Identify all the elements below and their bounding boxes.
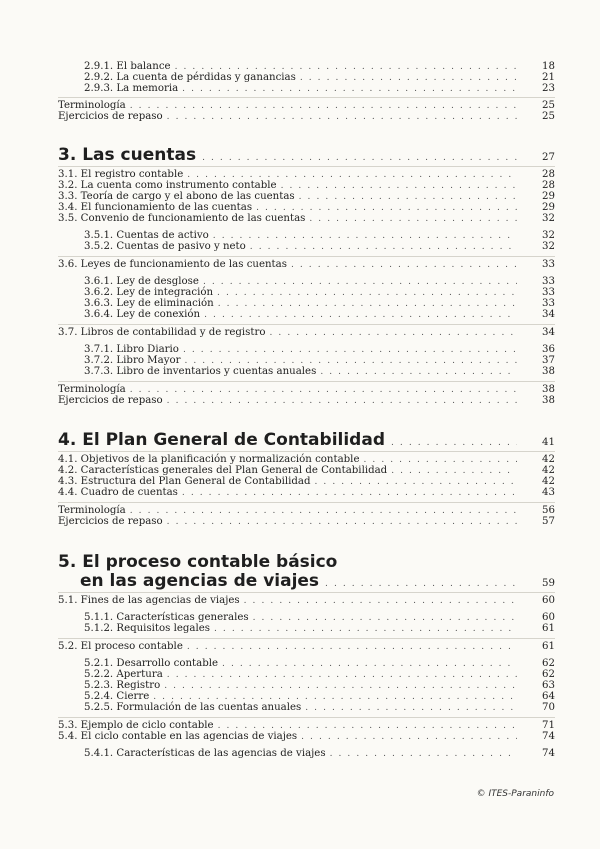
toc-entry-page: 64 — [542, 691, 555, 702]
toc-entry — [58, 516, 555, 528]
toc-entry — [84, 241, 555, 253]
toc-entry-label: 5.4. El ciclo contable en las agencias de viajes — [58, 731, 298, 742]
toc-entry-page: 32 — [542, 230, 555, 241]
toc-entry — [84, 748, 555, 760]
toc-entry-page: 36 — [542, 344, 555, 355]
toc-entry-page: 60 — [542, 612, 555, 623]
toc-entry-page: 33 — [542, 276, 555, 287]
toc-entry-page: 74 — [542, 731, 555, 742]
chapter-title: 5. El proceso contable básico — [58, 552, 338, 572]
toc-entry-label: 3.7.1. Libro Diario — [84, 344, 179, 355]
toc-entry-page: 18 — [542, 61, 555, 72]
toc-entry-page: 23 — [542, 83, 555, 94]
toc-entry-label: 3.4. El funcionamiento de las cuentas — [58, 202, 253, 213]
toc-entry-label: Ejercicios de repaso — [58, 111, 163, 122]
toc-entry-page: 33 — [542, 298, 555, 309]
toc-entry-label: 3.6. Leyes de funcionamiento de las cuentas — [58, 259, 287, 270]
toc-entry-page: 28 — [542, 180, 555, 191]
chapter-title-continued: en las agencias de viajes — [80, 571, 320, 591]
toc-entry-label: 5.2.1. Desarrollo contable — [84, 658, 219, 669]
toc-entry-label: 4.4. Cuadro de cuentas — [58, 487, 178, 498]
divider — [58, 324, 555, 325]
toc-entry — [84, 366, 555, 378]
toc-entry-label: 5.3. Ejemplo de ciclo contable — [58, 720, 214, 731]
toc-entry-label: 4.2. Características generales del Plan General de Contabilidad — [58, 465, 388, 476]
toc-entry-page: 34 — [542, 309, 555, 320]
toc-entry-page: 38 — [542, 366, 555, 377]
divider — [58, 97, 555, 98]
divider — [58, 592, 555, 593]
toc-entry — [84, 83, 555, 95]
toc-entry-label: 2.9.3. La memoria — [84, 83, 179, 94]
toc-entry-label: 2.9.1. El balance — [84, 61, 171, 72]
toc-entry-page: 61 — [542, 623, 555, 634]
divider — [58, 256, 555, 257]
toc-entry-label: 3.2. La cuenta como instrumento contable — [58, 180, 277, 191]
divider — [58, 638, 555, 639]
toc-entry-label: Ejercicios de repaso — [58, 395, 163, 406]
chapter-heading — [58, 145, 555, 168]
toc-entry-label: 2.9.2. La cuenta de pérdidas y ganancias — [84, 72, 296, 83]
toc-entry-label: Terminología — [58, 384, 126, 395]
toc-entry-page: 61 — [542, 641, 555, 652]
toc-entry-page: 28 — [542, 169, 555, 180]
toc-entry-label: 3.5. Convenio de funcionamiento de las cuentas — [58, 213, 306, 224]
divider — [58, 451, 555, 452]
toc-entry-label: 3.5.1. Cuentas de activo — [84, 230, 209, 241]
toc-entry-label: 5.2.4. Cierre — [84, 691, 150, 702]
toc-entry — [58, 259, 555, 271]
toc-entry-page: 43 — [542, 487, 555, 498]
toc-entry-page: 25 — [542, 111, 555, 122]
toc-entry-label: 5.1.1. Características generales — [84, 612, 249, 623]
toc-entry-page: 29 — [542, 202, 555, 213]
toc-entry-label: Terminología — [58, 100, 126, 111]
toc-entry-page: 42 — [542, 454, 555, 465]
chapter-title: 3. Las cuentas — [58, 145, 197, 165]
toc-entry-page: 71 — [542, 720, 555, 731]
toc-entry-label: 5.1.2. Requisitos legales — [84, 623, 211, 634]
toc-entry — [84, 309, 555, 321]
chapter-heading — [80, 571, 555, 594]
divider — [58, 502, 555, 503]
toc-entry-page: 56 — [542, 505, 555, 516]
toc-entry — [58, 595, 555, 607]
toc-entry-label: 3.6.4. Ley de conexión — [84, 309, 201, 320]
chapter-heading — [58, 430, 555, 453]
toc-entry — [58, 641, 555, 653]
divider — [58, 717, 555, 718]
copyright-footer: © ITES-Paraninfo — [476, 789, 554, 799]
toc-entry-page: 32 — [542, 241, 555, 252]
toc-entry-label: 3.3. Teoría de cargo y el abono de las cuentas — [58, 191, 295, 202]
toc-entry-label: 3.6.1. Ley de desglose — [84, 276, 199, 287]
toc-entry-page: 25 — [542, 100, 555, 111]
toc-entry — [84, 623, 555, 635]
toc-entry-label: 5.2.5. Formulación de las cuentas anuales — [84, 702, 302, 713]
toc-entry — [58, 213, 555, 225]
toc-entry-page: 42 — [542, 465, 555, 476]
chapter-page: 59 — [542, 578, 555, 589]
toc-entry-page: 34 — [542, 327, 555, 338]
toc-entry-page: 32 — [542, 213, 555, 224]
toc-entry-label: 4.3. Estructura del Plan General de Contabilidad — [58, 476, 311, 487]
chapter-page: 41 — [542, 437, 555, 448]
toc-entry-label: 3.5.2. Cuentas de pasivo y neto — [84, 241, 246, 252]
toc-entry-label: 3.7.2. Libro Mayor — [84, 355, 181, 366]
toc-entry-label: Ejercicios de repaso — [58, 516, 163, 527]
toc-entry — [58, 487, 555, 499]
toc-entry — [58, 111, 555, 123]
toc-entry-page: 62 — [542, 669, 555, 680]
toc-entry-label: 3.7.3. Libro de inventarios y cuentas anuales — [84, 366, 317, 377]
toc-entry-page: 42 — [542, 476, 555, 487]
toc-entry-label: Terminología — [58, 505, 126, 516]
toc-entry — [58, 327, 555, 339]
divider — [58, 381, 555, 382]
toc-entry-page: 21 — [542, 72, 555, 83]
chapter-title: 4. El Plan General de Contabilidad — [58, 430, 385, 450]
toc-entry-page: 33 — [542, 259, 555, 270]
toc-entry — [58, 731, 555, 743]
toc-entry-page: 37 — [542, 355, 555, 366]
toc-entry-label: 5.2.3. Registro — [84, 680, 161, 691]
toc-entry-label: 5.2. El proceso contable — [58, 641, 183, 652]
toc-entry-page: 29 — [542, 191, 555, 202]
toc-entry-label: 5.2.2. Apertura — [84, 669, 163, 680]
toc-entry-label: 3.6.2. Ley de integración — [84, 287, 214, 298]
toc-entry-label: 5.1. Fines de las agencias de viajes — [58, 595, 240, 606]
toc-entry-page: 38 — [542, 384, 555, 395]
toc-entry-label: 3.1. El registro contable — [58, 169, 184, 180]
toc-entry — [84, 702, 555, 714]
toc-entry-page: 57 — [542, 516, 555, 527]
toc-entry-page: 70 — [542, 702, 555, 713]
divider — [58, 166, 555, 167]
toc-entry — [58, 395, 555, 407]
toc-entry-label: 4.1. Objetivos de la planificación y normalización contable — [58, 454, 360, 465]
toc-entry-page: 74 — [542, 748, 555, 759]
toc-entry-page: 60 — [542, 595, 555, 606]
toc-entry-label: 5.4.1. Características de las agencias de viajes — [84, 748, 326, 759]
toc-entry-page: 62 — [542, 658, 555, 669]
toc-entry-label: 3.7. Libros de contabilidad y de registro — [58, 327, 266, 338]
toc-entry-page: 38 — [542, 395, 555, 406]
chapter-page: 27 — [542, 152, 555, 163]
toc-entry-label: 3.6.3. Ley de eliminación — [84, 298, 214, 309]
toc-entry-page: 33 — [542, 287, 555, 298]
toc-entry-page: 63 — [542, 680, 555, 691]
